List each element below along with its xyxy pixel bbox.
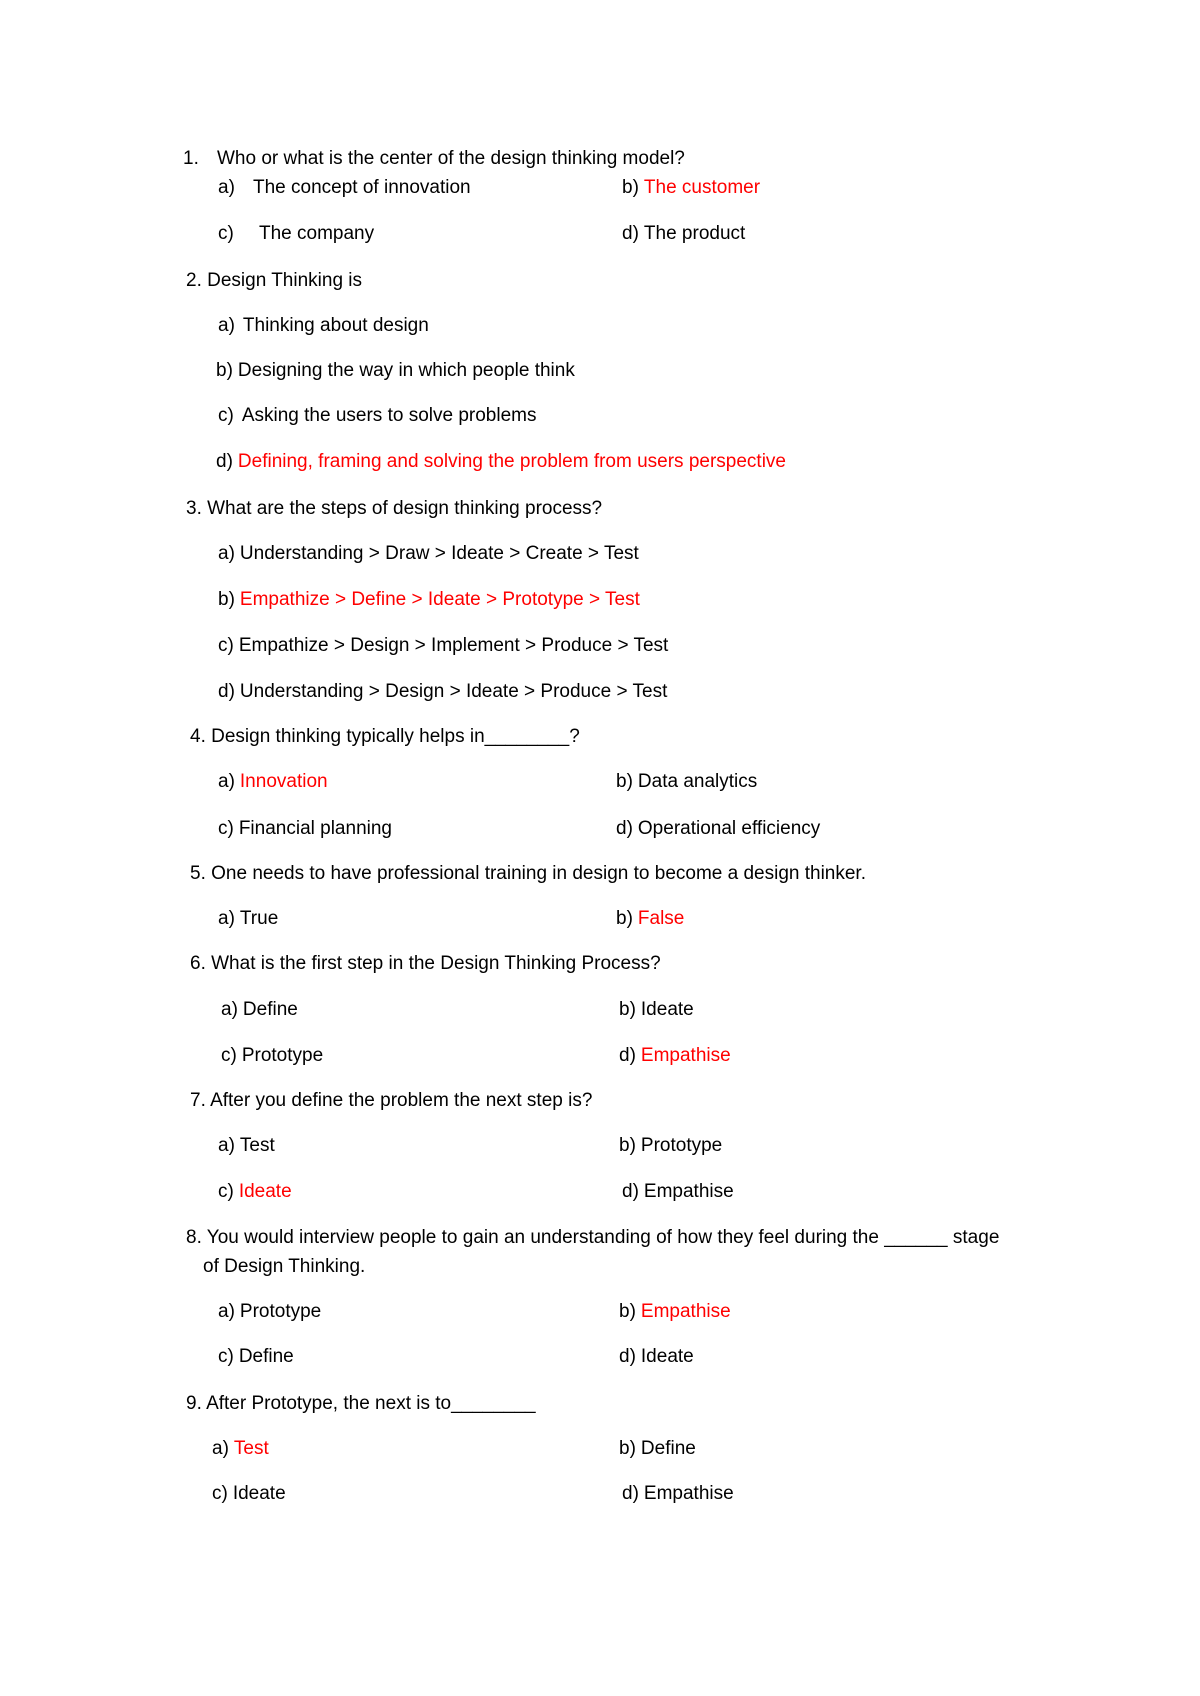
q4-option-a-text-correct: Innovation — [239, 771, 328, 792]
q7-option-b-text: Prototype — [640, 1135, 723, 1156]
q8-option-a-label: a) — [218, 1301, 235, 1322]
q3-option-b — [218, 588, 640, 612]
q3-option-a — [218, 542, 639, 566]
q4-option-b — [616, 770, 757, 794]
q9-option-a-label: a) — [212, 1438, 229, 1459]
q9-option-d-text: Empathise — [643, 1483, 734, 1504]
q9-option-b — [619, 1437, 696, 1461]
q9-option-d — [622, 1482, 734, 1506]
q1-option-a-label: a) — [218, 177, 235, 198]
q8-option-d — [619, 1345, 694, 1369]
q7-option-d-text: Empathise — [643, 1181, 734, 1202]
q8-option-c-text: Define — [238, 1346, 294, 1367]
q9-option-c — [212, 1482, 286, 1506]
q5-option-a — [218, 907, 278, 931]
q7-option-c-text-correct: Ideate — [238, 1181, 292, 1202]
q1-option-b-text-correct: The customer — [643, 177, 761, 198]
q7-option-c — [218, 1180, 292, 1204]
q3-option-c-label: c) — [218, 635, 234, 656]
question-1-number: 1. — [183, 148, 199, 169]
q3-option-d-label: d) — [218, 681, 235, 702]
q8-option-b-text-correct: Empathise — [640, 1301, 731, 1322]
q2-option-a — [218, 314, 429, 338]
q2-option-c-label: c) — [218, 405, 234, 426]
q6-option-d-label: d) — [619, 1045, 636, 1066]
q3-option-d-text: Understanding > Design > Ideate > Produce > Test — [239, 681, 668, 702]
q9-option-b-text: Define — [640, 1438, 696, 1459]
q5-option-a-label: a) — [218, 908, 235, 929]
q2-option-b-text: Designing the way in which people think — [237, 360, 575, 381]
q8-option-c — [218, 1345, 294, 1369]
q9-option-c-text: Ideate — [232, 1483, 286, 1504]
q7-option-a — [218, 1134, 275, 1158]
q1-option-d-label: d) — [622, 223, 639, 244]
q8-option-a-text: Prototype — [239, 1301, 322, 1322]
q4-option-d-label: d) — [616, 818, 633, 839]
q3-option-c — [218, 634, 668, 658]
q2-option-a-text: Thinking about design — [242, 315, 429, 336]
q1-option-c-label: c) — [218, 223, 234, 244]
q4-option-b-label: b) — [616, 771, 633, 792]
q4-option-d — [616, 817, 820, 841]
q4-option-b-text: Data analytics — [637, 771, 758, 792]
q2-option-b-label: b) — [216, 360, 233, 381]
q9-option-a — [212, 1437, 269, 1461]
q1-option-a — [218, 176, 471, 200]
q1-option-d — [622, 222, 745, 246]
q3-option-c-text: Empathize > Design > Implement > Produce > Test — [238, 635, 669, 656]
question-1 — [183, 147, 685, 171]
q7-option-a-text: Test — [239, 1135, 275, 1156]
q8-option-a — [218, 1300, 321, 1324]
q4-option-a-label: a) — [218, 771, 235, 792]
q7-option-a-label: a) — [218, 1135, 235, 1156]
q5-option-b — [616, 907, 684, 931]
q8-option-b-label: b) — [619, 1301, 636, 1322]
q4-option-c-text: Financial planning — [238, 818, 392, 839]
q2-option-a-label: a) — [218, 315, 235, 336]
q2-option-c — [218, 404, 536, 428]
q7-option-c-label: c) — [218, 1181, 234, 1202]
q6-option-b-label: b) — [619, 999, 636, 1020]
q1-option-c — [218, 222, 374, 246]
question-5: 5. One needs to have professional training in design to become a design thinker. — [190, 863, 866, 884]
q3-option-b-text-correct: Empathize > Define > Ideate > Prototype > Test — [239, 589, 640, 610]
q8-option-d-text: Ideate — [640, 1346, 694, 1367]
q8-option-c-label: c) — [218, 1346, 234, 1367]
q8-option-d-label: d) — [619, 1346, 636, 1367]
q6-option-c — [221, 1044, 323, 1068]
q2-option-d-text-correct: Defining, framing and solving the problem from users perspective — [237, 451, 787, 472]
q7-option-d-label: d) — [622, 1181, 639, 1202]
q2-option-d — [216, 450, 786, 474]
q9-option-a-text-correct: Test — [233, 1438, 269, 1459]
q1-option-b-label: b) — [622, 177, 639, 198]
q2-option-b — [216, 359, 575, 383]
q5-option-a-text: True — [239, 908, 279, 929]
q6-option-a-label: a) — [221, 999, 238, 1020]
q1-option-a-text: The concept of innovation — [253, 177, 471, 198]
q6-option-b — [619, 998, 694, 1022]
question-1-text: Who or what is the center of the design thinking model? — [217, 148, 685, 169]
q7-option-b — [619, 1134, 722, 1158]
question-3: 3. What are the steps of design thinking process? — [186, 498, 603, 519]
q3-option-b-label: b) — [218, 589, 235, 610]
q1-option-b — [622, 176, 760, 200]
q6-option-d-text-correct: Empathise — [640, 1045, 731, 1066]
q6-option-a — [221, 998, 298, 1022]
question-6: 6. What is the first step in the Design Thinking Process? — [190, 953, 661, 974]
question-2: 2. Design Thinking is — [186, 270, 363, 291]
q7-option-d — [622, 1180, 734, 1204]
q6-option-c-text: Prototype — [241, 1045, 324, 1066]
q2-option-c-text: Asking the users to solve problems — [241, 405, 537, 426]
q2-option-d-label: d) — [216, 451, 233, 472]
question-9: 9. After Prototype, the next is to________ — [186, 1393, 536, 1414]
q7-option-b-label: b) — [619, 1135, 636, 1156]
q4-option-c — [218, 817, 392, 841]
q9-option-d-label: d) — [622, 1483, 639, 1504]
q9-option-c-label: c) — [212, 1483, 228, 1504]
q3-option-d — [218, 680, 667, 704]
q1-option-c-text: The company — [259, 223, 375, 244]
question-8-line-2: of Design Thinking. — [203, 1256, 366, 1277]
q6-option-c-label: c) — [221, 1045, 237, 1066]
q1-option-d-text: The product — [643, 223, 746, 244]
q3-option-a-label: a) — [218, 543, 235, 564]
q4-option-c-label: c) — [218, 818, 234, 839]
question-7: 7. After you define the problem the next step is? — [190, 1090, 593, 1111]
q3-option-a-text: Understanding > Draw > Ideate > Create > Test — [239, 543, 639, 564]
q5-option-b-text-correct: False — [637, 908, 685, 929]
q6-option-b-text: Ideate — [640, 999, 694, 1020]
q4-option-a — [218, 770, 328, 794]
question-8-line-1: 8. You would interview people to gain an understanding of how they feel during the ______ stage — [186, 1227, 1000, 1248]
q6-option-d — [619, 1044, 731, 1068]
q6-option-a-text: Define — [242, 999, 298, 1020]
q4-option-d-text: Operational efficiency — [637, 818, 821, 839]
question-4: 4. Design thinking typically helps in________? — [190, 726, 580, 747]
q8-option-b — [619, 1300, 731, 1324]
q5-option-b-label: b) — [616, 908, 633, 929]
q9-option-b-label: b) — [619, 1438, 636, 1459]
